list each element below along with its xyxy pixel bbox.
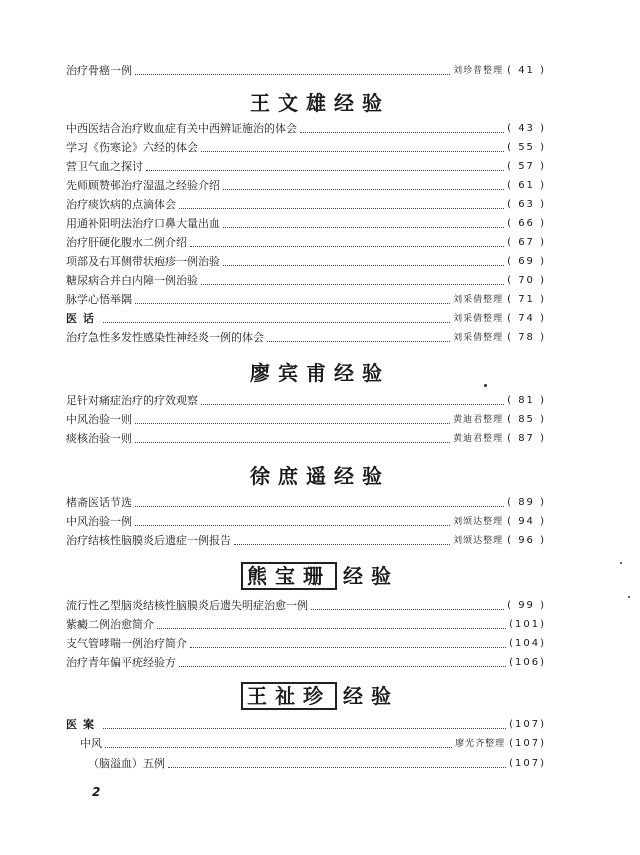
leader-dots (135, 506, 504, 507)
entry-title: 项部及右耳侧带状疱疹一例治验 (66, 255, 220, 268)
toc-entry[interactable] (66, 139, 546, 155)
entry-page: ( 89 ) (507, 497, 546, 508)
entry-title: 学习《伤寒论》六经的体会 (66, 141, 198, 154)
entry-title: 脉学心悟举隅 (66, 293, 132, 306)
entry-title: 治疗痰饮病的点滴体会 (66, 198, 176, 211)
entry-page: (101) (509, 619, 546, 630)
entry-title: 中风 (80, 737, 102, 750)
entry-editor: 廖光齐整理 (455, 739, 506, 749)
toc-entry[interactable] (66, 253, 546, 269)
heading-boxed-name: 熊宝珊 (241, 562, 337, 590)
toc-entry[interactable] (66, 120, 546, 136)
leader-dots (179, 666, 506, 667)
leader-dots (179, 208, 504, 209)
leader-dots (135, 74, 450, 75)
leader-dots (267, 341, 450, 342)
entry-editor: 刘颂达整理 (453, 536, 504, 546)
leader-dots (223, 265, 504, 266)
toc-entry[interactable] (66, 158, 546, 174)
entry-title: 紫癜二例治愈简介 (66, 618, 154, 631)
entry-page: ( 61 ) (507, 180, 546, 191)
toc-entry[interactable] (66, 392, 546, 408)
entry-page: ( 71 ) (507, 294, 546, 305)
entry-page: ( 67 ) (507, 237, 546, 248)
entry-page: ( 87 ) (507, 433, 546, 444)
leader-dots (135, 442, 450, 443)
heading-suffix: 经验 (343, 684, 399, 708)
leader-dots (135, 303, 450, 304)
entry-title: 先师顾赞邨治疗湿温之经验介绍 (66, 179, 220, 192)
toc-entry[interactable] (66, 272, 546, 288)
toc-entry[interactable] (66, 196, 546, 212)
entry-page: ( 66 ) (507, 218, 546, 229)
entry-title: 治疗结核性脑膜炎后遗症一例报告 (66, 534, 231, 547)
entry-page: ( 70 ) (507, 275, 546, 286)
toc-entry[interactable] (66, 177, 546, 193)
leader-dots (168, 767, 506, 768)
leader-dots (146, 170, 504, 171)
entry-title: 治疗急性多发性感染性神经炎一例的体会 (66, 331, 264, 344)
entry-page: (107) (509, 719, 546, 730)
toc-entry[interactable] (66, 654, 546, 670)
leader-dots (105, 747, 452, 748)
leader-dots (300, 132, 504, 133)
leader-dots (201, 151, 504, 152)
toc-entry[interactable] (66, 215, 546, 231)
section-heading: 王文雄经验 (250, 91, 390, 115)
toc-entry[interactable] (66, 430, 546, 446)
section-heading: 徐庶遥经验 (250, 464, 390, 488)
entry-page: ( 69 ) (507, 256, 546, 267)
leader-dots (201, 284, 504, 285)
entry-title: 中风治验一例 (66, 515, 132, 528)
entry-page: ( 96 ) (507, 535, 546, 546)
entry-page: ( 41 ) (507, 65, 546, 76)
section-heading (0, 562, 640, 590)
toc-entry[interactable] (66, 62, 546, 78)
entry-title: 治疗肝硬化腹水二例介绍 (66, 236, 187, 249)
entry-title: 营卫气血之探讨 (66, 160, 143, 173)
entry-editor: 刘颂达整理 (453, 517, 504, 527)
toc-entry[interactable] (66, 635, 546, 651)
page-number: 2 (92, 785, 101, 799)
entry-editor: 黄迪君整理 (453, 434, 504, 444)
entry-page: ( 57 ) (507, 161, 546, 172)
leader-dots (135, 525, 450, 526)
print-speck (628, 596, 630, 598)
entry-page: ( 55 ) (507, 142, 546, 153)
toc-entry[interactable] (66, 597, 546, 613)
leader-dots (103, 322, 450, 323)
print-speck (620, 562, 622, 564)
leader-dots (103, 728, 506, 729)
leader-dots (157, 628, 506, 629)
leader-dots (223, 227, 504, 228)
entry-page: ( 78 ) (507, 332, 546, 343)
entry-title: 痰核治验一则 (66, 432, 132, 445)
heading-boxed-name: 王祉珍 (241, 682, 337, 710)
entry-page: ( 99 ) (507, 600, 546, 611)
entry-title: 足针对痛症治疗的疗效观察 (66, 394, 198, 407)
entry-title: 楮斋医话节选 (66, 496, 132, 509)
toc-entry[interactable] (66, 494, 546, 510)
section-heading: 廖宾甫经验 (250, 361, 390, 385)
entry-title: 支气管哮喘一例治疗简介 (66, 637, 187, 650)
entry-title: 流行性乙型脑炎结核性脑膜炎后遗失明症治愈一例 (66, 599, 308, 612)
toc-entry[interactable] (66, 329, 546, 345)
entry-page: (107) (509, 738, 546, 749)
toc-entry[interactable] (66, 291, 546, 307)
entry-page: ( 81 ) (507, 395, 546, 406)
entry-title: 用通补阳明法治疗口鼻大量出血 (66, 217, 220, 230)
entry-page: (107) (509, 758, 546, 769)
leader-dots (190, 246, 504, 247)
entry-page: ( 74 ) (507, 313, 546, 324)
toc-entry[interactable] (66, 716, 546, 732)
entry-editor: 刘采倩整理 (453, 295, 504, 305)
print-speck (484, 384, 487, 387)
leader-dots (311, 609, 504, 610)
toc-entry[interactable] (66, 234, 546, 250)
entry-title: 治疗骨癌一例 (66, 64, 132, 77)
entry-title: 医案 (66, 718, 100, 731)
entry-title: 中风治验一则 (66, 413, 132, 426)
toc-entry[interactable] (88, 755, 546, 771)
entry-title: 医话 (66, 312, 100, 325)
toc-entry[interactable] (80, 735, 546, 751)
entry-title: 糖尿病合并白内障一例治验 (66, 274, 198, 287)
section-heading (0, 682, 640, 710)
entry-editor: 刘采倩整理 (453, 333, 504, 343)
toc-entry[interactable] (66, 616, 546, 632)
entry-page: ( 63 ) (507, 199, 546, 210)
toc-entry[interactable] (66, 411, 546, 427)
toc-entry[interactable] (66, 532, 546, 548)
entry-page: ( 43 ) (507, 123, 546, 134)
leader-dots (135, 423, 450, 424)
entry-page: (106) (509, 657, 546, 668)
leader-dots (190, 647, 506, 648)
toc-entry[interactable] (66, 513, 546, 529)
heading-suffix: 经验 (343, 564, 399, 588)
entry-title: 治疗青年偏平疣经验方 (66, 656, 176, 669)
leader-dots (201, 404, 504, 405)
entry-page: (104) (509, 638, 546, 649)
leader-dots (223, 189, 504, 190)
entry-editor: 刘珍普整理 (453, 66, 504, 76)
entry-title: 中西医结合治疗败血症有关中西辨证施治的体会 (66, 122, 297, 135)
entry-page: ( 94 ) (507, 516, 546, 527)
entry-editor: 黄迪君整理 (453, 415, 504, 425)
entry-page: ( 85 ) (507, 414, 546, 425)
entry-editor: 刘采倩整理 (453, 314, 504, 324)
entry-title: （脑溢血）五例 (88, 757, 165, 770)
leader-dots (234, 544, 450, 545)
toc-entry[interactable] (66, 310, 546, 326)
